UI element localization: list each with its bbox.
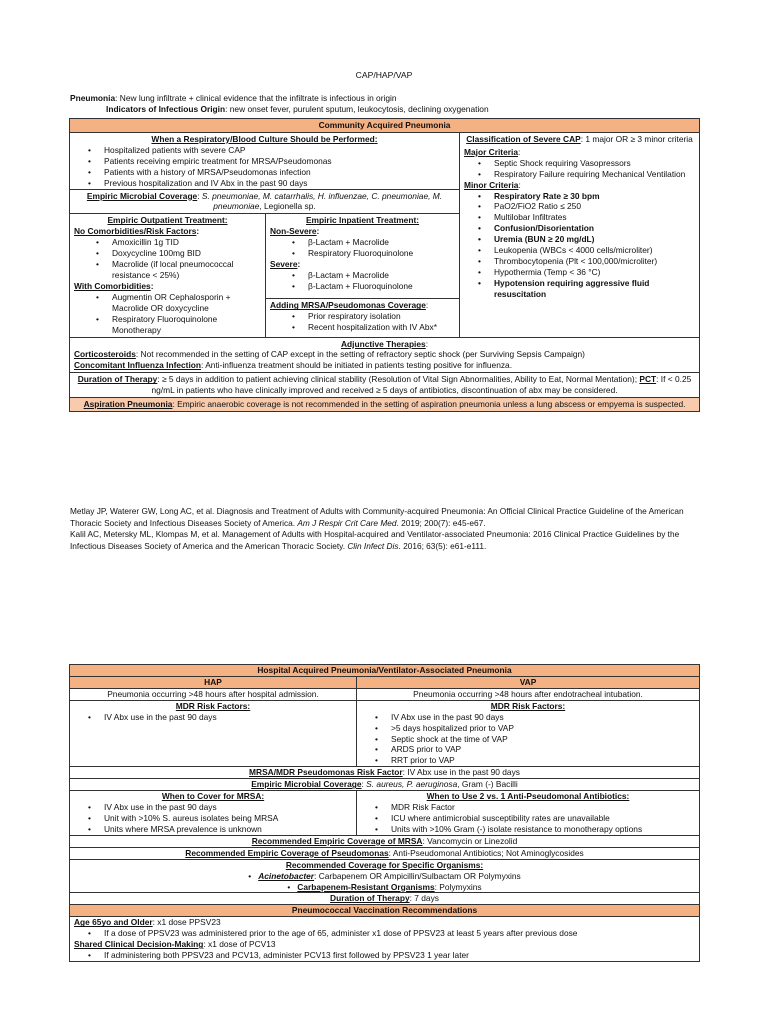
references <box>70 506 700 552</box>
minor-criteria-label: Minor Criteria <box>464 179 519 190</box>
culture-cell <box>70 132 460 189</box>
list-item: • Respiratory Fluoroquinolone <box>270 248 455 259</box>
list-item: • β-Lactam + Fluoroquinolone <box>270 281 455 292</box>
list-item: • IV Abx use in the past 90 days <box>361 712 695 723</box>
list-item: • Units where MRSA prevalence is unknown <box>74 824 352 835</box>
hap-coverage-row: Empiric Microbial Coverage: S. aureus, P. aeruginosa, Gram (-) Bacilli <box>70 779 700 791</box>
list-item: • Hypothermia (Temp < 36 °C) <box>464 267 695 278</box>
list-item: • Hospitalized patients with severe CAP <box>74 145 455 156</box>
coverage-label: Empiric Microbial Coverage <box>86 190 198 201</box>
inpatient-cell: Empiric Inpatient Treatment: Non-Severe: • β-Lactam + Macrolide • Respiratory Fluoroquinolone Severe: • β-Lactam + Macrolide • β-Lactam + Fluoroquinolone <box>266 214 460 299</box>
list-item: • If administering both PPSV23 and PCV13, administer PCV13 first followed by PPSV23 1 year later <box>74 950 695 961</box>
inpatient-title: Empiric Inpatient Treatment: <box>305 215 420 226</box>
hap-column-header: HAP <box>70 676 357 688</box>
list-item: • Augmentin OR Cephalosporin + Macrolide OR doxycycline <box>74 292 261 314</box>
hap-mdr-list <box>74 712 352 723</box>
pneumonia-definition: : New lung infiltrate + clinical evidence that the infiltrate is infectious in origin <box>115 93 397 103</box>
list-item: • Unit with >10% S. aureus isolates being MRSA <box>74 813 352 824</box>
page-title: CAP/HAP/VAP <box>355 70 413 80</box>
corticosteroids-label: Corticosteroids <box>74 349 136 360</box>
list-item: • PaO2/FiO2 Ratio ≤ 250 <box>464 201 695 212</box>
list-item: • Doxycycline 100mg BID <box>74 248 261 259</box>
adding-coverage-cell: Adding MRSA/Pseudomonas Coverage: • Prior respiratory isolation • Recent hospitalization with IV Abx* <box>266 299 460 337</box>
age-label: Age 65yo and Older <box>74 917 153 928</box>
duration-label: Duration of Therapy <box>77 374 158 385</box>
mrsa-mdr-risk-row: MRSA/MDR Pseudomonas Risk Factor: IV Abx use in the past 90 days <box>70 767 700 779</box>
list-item: • IV Abx use in the past 90 days <box>74 802 352 813</box>
indicators-text: : new onset fever, purulent sputum, leukocytosis, declining oxygenation <box>225 103 489 114</box>
list-item: • RRT prior to VAP <box>361 755 695 766</box>
list-item: • Prior respiratory isolation <box>270 311 455 322</box>
journal-name: Am J Respir Crit Care Med <box>297 517 397 528</box>
list-item: • Hypotension requiring aggressive fluid resuscitation <box>464 278 695 300</box>
vap-definition: Pneumonia occurring >48 hours after endotracheal intubation. <box>357 688 700 700</box>
list-item: • Patients with a history of MRSA/Pseudomonas infection <box>74 167 455 178</box>
influenza-text: : Anti-influenza treatment should be initiated in patients testing positive for influenza. <box>201 360 513 371</box>
list-item: • Thrombocytopenia (Plt < 100,000/microliter) <box>464 256 695 267</box>
list-item: • Septic Shock requiring Vasopressors <box>464 158 695 169</box>
hap-vap-table <box>69 664 700 962</box>
specific-organisms-row <box>70 859 700 893</box>
vap-column-header: VAP <box>357 676 700 688</box>
corticosteroids-text: : Not recommended in the setting of CAP except in the setting of refractory septic shock (per Surviving Sepsis Campaign) <box>135 349 585 360</box>
list-item: • If a dose of PPSV23 was administered prior to the age of 65, administer x1 dose of PPSV23 at least 5 years after previous dose <box>74 928 695 939</box>
list-item: • Macrolide (if local pneumococcal resistance < 25%) <box>74 259 261 281</box>
list-item: • Respiratory Failure requiring Mechanical Ventilation <box>464 169 695 180</box>
list-item: • Multilobar Infiltrates <box>464 212 695 223</box>
reference-item: Kalil AC, Metersky ML, Klompas M, et al. Management of Adults with Hospital-acquired and Ventilator-associated Pneumonia: 2016 Clinical Practice Guidelines by the Infectious Diseases Society of America and the American Thoracic Society. Clin Infect Dis. 2016; 63(5): e61-e111. <box>70 529 680 551</box>
acinetobacter-item: • Acinetobacter: Carbapenem OR Ampicillin/Sulbactam OR Polymyxins <box>248 870 521 881</box>
list-item: • ICU where antimicrobial susceptibility rates are unavailable <box>361 813 695 824</box>
outpatient-title: Empiric Outpatient Treatment: <box>107 215 228 226</box>
when-mrsa-cell <box>70 791 357 836</box>
list-item: • Recent hospitalization with IV Abx* <box>270 322 455 333</box>
non-severe-list <box>270 237 455 259</box>
list-item: • Amoxicillin 1g TID <box>74 237 261 248</box>
culture-list <box>74 145 455 189</box>
when-two-cell <box>357 791 700 836</box>
when-mrsa-list <box>74 802 352 835</box>
with-comorbidities-label: With Comorbidities <box>74 280 151 291</box>
vap-mdr-cell <box>357 700 700 767</box>
no-comorbidities-label: No Comorbidities/Risk Factors <box>74 226 197 237</box>
list-item: • Respiratory Fluoroquinolone Monotherapy <box>74 314 261 336</box>
severe-label: Severe <box>270 259 298 270</box>
non-severe-label: Non-Severe <box>270 226 317 237</box>
pneumonia-label: Pneumonia <box>70 93 116 103</box>
adjunctive-cell: Adjunctive Therapies: Corticosteroids: Not recommended in the setting of CAP except in the setting of refractory septic shock (per Surviving Sepsis Campaign) Concomitant Influenza Infection: Anti-influenza treatment should be initiated in patients testing positive for influenza. <box>70 337 700 373</box>
influenza-label: Concomitant Influenza Infection <box>74 360 202 371</box>
rec-mrsa-row: Recommended Empiric Coverage of MRSA: Vancomycin or Linezolid <box>70 835 700 847</box>
specific-organisms-title: Recommended Coverage for Specific Organisms: <box>285 859 484 870</box>
cre-item: • Carbapenem-Resistant Organisms: Polymyxins <box>287 881 482 892</box>
cap-coverage-cell: Empiric Microbial Coverage: S. pneumoniae, M. catarrhalis, H. influenzae, C. pneumoniae, M. pneumoniae, Legionella sp. <box>70 189 460 214</box>
cap-header: Community Acquired Pneumonia <box>70 119 700 133</box>
rec-pseudomonas-row: Recommended Empiric Coverage of Pseudomonas: Anti-Pseudomonal Antibiotics; Not Aminoglycosides <box>70 847 700 859</box>
shared-decision-label: Shared Clinical Decision-Making <box>74 939 204 950</box>
pct-text: : If < 0.25 ng/mL in patients who have clinically improved and received ≥ 5 days of antibiotics, discontinuation of abx may be considered. <box>151 374 692 396</box>
no-comorbidities-list <box>74 237 261 281</box>
adding-coverage-label: Adding MRSA/Pseudomonas Coverage <box>270 300 426 311</box>
pct-label: PCT <box>639 374 657 385</box>
outpatient-cell: Empiric Outpatient Treatment: No Comorbidities/Risk Factors: • Amoxicillin 1g TID • Doxycycline 100mg BID • Macrolide (if local pneumococcal resistance < 25%) With Comorbidities: • Augmentin OR Cephalosporin + Macrolide OR doxycycline • Respiratory Fluoroquinolone Monotherapy <box>70 214 266 337</box>
minor-criteria-list <box>464 191 695 300</box>
major-criteria-list <box>464 158 695 180</box>
coverage-tail: , Legionella sp. <box>259 201 316 212</box>
list-item: • β-Lactam + Macrolide <box>270 237 455 248</box>
hap-mdr-cell <box>70 700 357 767</box>
duration-text: : ≥ 5 days in addition to patient achieving clinical stability (Resolution of Vital Sign Abnormalities, Ability to Eat, Normal Mentation); <box>157 374 640 385</box>
severe-cap-cell: Classification of Severe CAP: 1 major OR ≥ 3 minor criteria Major Criteria: • Septic Shock requiring Vasopressors • Respiratory Failure requiring Mechanical Ventilation Minor Criteria: • Respiratory Rate ≥ 30 bpm • PaO2/FiO2 Ratio ≤ 250 • Multilobar Infiltrates • Confusion/Disorientation • Uremia (BUN ≥ 20 mg/dL) • Leukopenia (WBCs < 4000 cells/microliter) • Thrombocytopenia (Plt < 100,000/microliter) • Hypothermia (Temp < 36 °C) • Hypotension requiring aggressive fluid resuscitation <box>460 132 700 337</box>
aspiration-label: Aspiration Pneumonia <box>83 399 173 410</box>
list-item: • IV Abx use in the past 90 days <box>74 712 352 723</box>
hap-vap-header: Hospital Acquired Pneumonia/Ventilator-Associated Pneumonia <box>70 665 700 677</box>
cap-table <box>69 118 700 412</box>
severe-cap-label: Classification of Severe CAP <box>466 133 581 144</box>
aspiration-cell <box>70 398 700 412</box>
list-item: • Previous hospitalization and IV Abx in the past 90 days <box>74 178 455 189</box>
when-two-title: When to Use 2 vs. 1 Anti-Pseudomonal Antibiotics: <box>426 791 630 802</box>
list-item: • MDR Risk Factor <box>361 802 695 813</box>
hap-definition: Pneumonia occurring >48 hours after hospital admission. <box>70 688 357 700</box>
reference-item: Metlay JP, Waterer GW, Long AC, et al. Diagnosis and Treatment of Adults with Community-acquired Pneumonia: An Official Clinical Practice Guideline of the American Thoracic Society and Infectious Diseases Society of America. Am J Respir Crit Care Med. 2019; 200(7): e45-e67. <box>70 506 684 528</box>
list-item: • Units with >10% Gram (-) isolate resistance to monotherapy options <box>361 824 695 835</box>
aspiration-text: : Empiric anaerobic coverage is not recommended in the setting of aspiration pneumonia unless a lung abscess or empyema is suspected. <box>172 399 686 410</box>
hap-duration-row: Duration of Therapy: 7 days <box>70 893 700 905</box>
cap-duration-cell <box>70 373 700 398</box>
adding-coverage-list <box>270 311 455 333</box>
list-item: • >5 days hospitalized prior to VAP <box>361 723 695 734</box>
shared-list <box>74 950 695 961</box>
major-criteria-label: Major Criteria <box>464 146 518 157</box>
list-item: • Respiratory Rate ≥ 30 bpm <box>464 191 695 202</box>
intro <box>70 93 700 115</box>
list-item: • Uremia (BUN ≥ 20 mg/dL) <box>464 234 695 245</box>
list-item: • Confusion/Disorientation <box>464 223 695 234</box>
mdr-title: MDR Risk Factors: <box>175 700 251 711</box>
adjunctive-title: Adjunctive Therapies <box>341 338 426 349</box>
list-item: • β-Lactam + Macrolide <box>270 270 455 281</box>
list-item: • Leukopenia (WBCs < 4000 cells/microliter) <box>464 245 695 256</box>
vap-mdr-list <box>361 712 695 767</box>
age-list <box>74 928 695 939</box>
coverage-organisms: S. pneumoniae, M. catarrhalis, H. influenzae, C. pneumoniae, M. pneumoniae <box>201 190 443 212</box>
list-item: • Patients receiving empiric treatment for MRSA/Pseudomonas <box>74 156 455 167</box>
when-mrsa-title: When to Cover for MRSA: <box>161 791 265 802</box>
list-item: • Septic shock at the time of VAP <box>361 734 695 745</box>
severe-cap-text: : 1 major OR ≥ 3 minor criteria <box>580 133 693 144</box>
list-item: • ARDS prior to VAP <box>361 744 695 755</box>
culture-title: When a Respiratory/Blood Culture Should be Performed: <box>151 133 378 144</box>
indicators-label: Indicators of Infectious Origin <box>106 103 226 114</box>
mdr-title: MDR Risk Factors: <box>490 700 566 711</box>
severe-list <box>270 270 455 292</box>
when-two-list <box>361 802 695 835</box>
vaccination-header: Pneumococcal Vaccination Recommendations <box>70 905 700 917</box>
with-comorbidities-list <box>74 292 261 336</box>
vaccination-cell: Age 65yo and Older: x1 dose PPSV23 • If a dose of PPSV23 was administered prior to the age of 65, administer x1 dose of PPSV23 at least 5 years after previous dose Shared Clinical Decision-Making: x1 dose of PCV13 • If administering both PPSV23 and PCV13, administer PCV13 first followed by PPSV23 1 year later <box>70 917 700 962</box>
journal-name: Clin Infect Dis <box>347 540 399 551</box>
